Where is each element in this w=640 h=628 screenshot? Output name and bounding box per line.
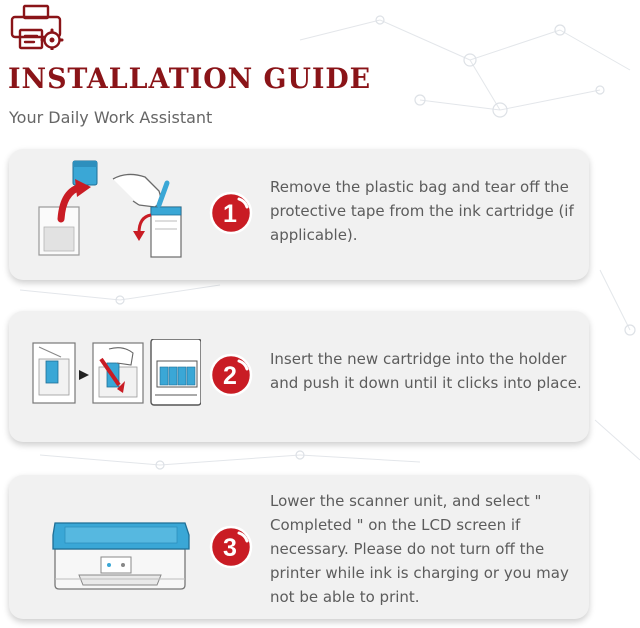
page-title: INSTALLATION GUIDE — [8, 62, 372, 95]
page-subtitle: Your Daily Work Assistant — [9, 108, 213, 127]
step-text-3: Lower the scanner unit, and select " Completed " on the LCD screen if necessary. Please do not turn off the printer while ink is charging or you may not be able to print. — [270, 492, 569, 606]
step-number-2: 2 — [223, 362, 237, 390]
printer-settings-logo-icon — [10, 4, 64, 50]
step-number-3: 3 — [223, 534, 237, 562]
step-card-3 — [9, 475, 589, 619]
step-badge-1 — [209, 191, 253, 235]
cartridge-insert-icon — [31, 339, 201, 407]
printer-icon — [49, 509, 195, 595]
step-number-1: 1 — [223, 200, 237, 228]
step-card-1 — [9, 149, 589, 280]
step-badge-3 — [209, 525, 253, 569]
step-text-1: Remove the plastic bag and tear off the protective tape from the ink cartridge (if applicable). — [270, 178, 574, 244]
step-badge-2 — [209, 353, 253, 397]
step-card-2 — [9, 311, 589, 442]
cartridge-unpack-icon — [35, 157, 185, 263]
step-text-2: Insert the new cartridge into the holder and push it down until it clicks into place. — [270, 350, 582, 392]
